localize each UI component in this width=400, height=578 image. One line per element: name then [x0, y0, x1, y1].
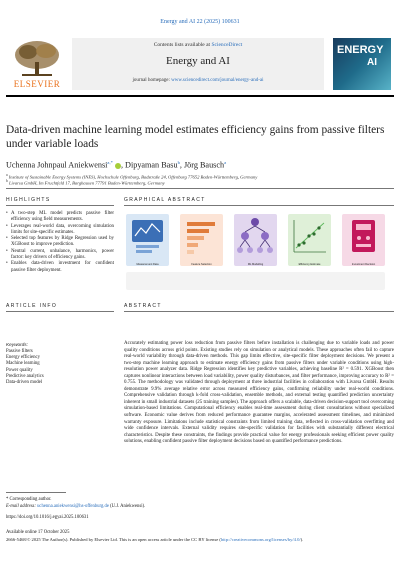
- abstract-heading: ABSTRACT: [124, 303, 162, 309]
- bar-ranking-icon: [180, 214, 223, 258]
- list-item: • Leverages real-world data, overcoming simulation limits for site-specific estimates.: [6, 224, 114, 237]
- ga-summary-strip: [126, 272, 385, 290]
- homepage-link[interactable]: www.sciencedirect.com/journal/energy-and-ai: [171, 78, 264, 83]
- article-info-heading: ARTICLE INFO: [6, 303, 58, 309]
- keywords-list: [6, 349, 44, 386]
- orcid-icon[interactable]: [115, 163, 121, 169]
- author-marks[interactable]: b: [177, 160, 180, 165]
- email-note: E-mail address: uchenna.aniekwensi@hs-offenburg.de (U.J. Aniekwensi).: [6, 504, 146, 509]
- scatter-icon: [288, 214, 331, 258]
- keyword: Energy efficiency: [6, 355, 41, 361]
- author-list: Uchenna Johnpaul Aniekwensi$^{a,*}$ , Dipyaman Basu$^b$, Jörg Bausch$^a$: [6, 160, 227, 170]
- affiliation: $^b$ Livarsa GmbH, Im Fruchtfeld 17, Barghausen 77791 Baden-Württemberg, Germany: [6, 179, 165, 186]
- graphical-abstract-heading: GRAPHICAL ABSTRACT: [124, 197, 206, 203]
- author-marks[interactable]: a: [224, 160, 227, 165]
- doi-link[interactable]: https://doi.org/10.1016/j.egyai.2025.100631: [6, 515, 89, 520]
- keyword: Passive filters: [6, 349, 33, 354]
- panel-caption: Feature Selection: [191, 263, 212, 266]
- panel-caption: ML Modelling: [247, 263, 264, 266]
- abstract-text: Accurately estimating power loss reduction from passive filters before installation is challenging due to variable loads and power quality conditions across grid points. Existing studies rely on simulation or analytical models. These approaches often fail to capture real-world variability through data-driven methods. This gap limits effective, site-specific filter deployment decisions. We present a two-step machine learning approach to estimate energy efficiency gains from passive filters under variable conditions using high-resolution power analyzer data. Ridge Regression identifies key predictive variables, achieving baseline R² = 0.591. XGBoost then captures nonlinear interactions between load variability, power quality disturbances, and filter performance, improving accuracy to R² = 0.755. The methodology was validated through deployment at three industrial facilities in collaboration with Livarsa GmbH. Results demonstrate 9.9% average relative error across measured efficiency gains, confirming reliability under real-world conditions. Comprehensive validation through k-fold cross-validation, ensemble methods, and external testing quantified prediction uncertainty inherent in small industrial datasets (25 training samples). The approach offers a scalable, data-driven decision-support tool overcoming simulation-based limitations. Computational efficiency enables real-time assessment during client consultations without specialized software. Economic value derives from reduced performance guarantee margins, accelerated assessment timelines, and minimized warranty exposure. Limitations include statistical constraints from limited training data, reflected in cross-validation overfitting and wide confidence intervals. External validity requires site-specific validation for facilities with substantially different electrical characteristics. Despite these constraints, the findings provide practical value for energy professionals seeking efficient power quality solutions, enabling confident passive filter deployment decisions based on quantified performance predictions.: [124, 341, 394, 445]
- tree-model-icon: [234, 214, 277, 258]
- keywords-label: Keywords:: [6, 342, 28, 347]
- author-rule: [6, 188, 394, 189]
- keyword: Power quality: [6, 367, 33, 373]
- ga-panel-estimate: [288, 214, 331, 266]
- article-info-rule: [6, 311, 114, 312]
- footnote-rule: [6, 492, 66, 493]
- keyword: Machine learning: [6, 361, 40, 367]
- author-marks[interactable]: a,*: [107, 160, 113, 165]
- author-name[interactable]: Jörg Bausch: [183, 160, 225, 170]
- header-rule: [6, 95, 394, 97]
- sciencedirect-link[interactable]: ScienceDirect: [211, 42, 243, 48]
- panel-caption: Efficiency Estimate: [298, 263, 321, 266]
- email-link[interactable]: uchenna.aniekwensi@hs-offenburg.de: [37, 504, 109, 509]
- meter-icon: [126, 214, 169, 258]
- article-title: Data-driven machine learning model estimates efficiency gains from passive filters under variable loads: [6, 124, 385, 150]
- publisher-name: ELSEVIER: [13, 79, 61, 89]
- keyword: Data-driven model: [6, 380, 43, 386]
- list-item: • Neutral current, unbalance, harmonics, power factor: key drivers of efficiency gains.: [6, 249, 114, 262]
- author-name[interactable]: Uchenna Johnpaul Aniekwensi: [6, 160, 108, 170]
- abstract-rule: [124, 311, 394, 312]
- ga-panel-features: [180, 214, 223, 266]
- highlights-list: [6, 211, 114, 274]
- elsevier-logo: [6, 38, 68, 88]
- panel-caption: Measurement Data: [136, 263, 159, 266]
- journal-cover: [333, 38, 391, 90]
- author-name[interactable]: Dipyaman Basu: [125, 160, 178, 170]
- keyword: Predictive analytics: [6, 373, 44, 379]
- journal-masthead: [72, 38, 324, 90]
- panel-caption: Investment Decision: [351, 263, 376, 266]
- list-item: • Enables data-driven investment for confident passive filter deployment.: [6, 261, 114, 274]
- ga-panel-decision: [342, 214, 385, 266]
- highlights-rule: [6, 205, 114, 206]
- graphical-abstract-figure: [124, 210, 394, 298]
- highlights-heading: HIGHLIGHTS: [6, 197, 51, 203]
- graphical-abstract-rule: [124, 205, 394, 206]
- cover-subtitle: AI: [367, 57, 377, 68]
- list-item: • Selected top features by Ridge Regression used by XGBoost to improve prediction.: [6, 236, 114, 249]
- running-head[interactable]: Energy and AI 22 (2025) 100631: [160, 19, 240, 25]
- license-line: 2666-5468/© 2025 The Author(s). Published by Elsevier Ltd. This is an open access article under the CC BY license (http://creativecommons.org/licenses/by/4.0/).: [6, 537, 304, 542]
- cover-title: ENERGY: [337, 44, 384, 56]
- available-online: Available online 17 October 2025: [6, 530, 70, 535]
- journal-title: Energy and AI: [166, 55, 230, 67]
- ga-panel-measurement: [126, 214, 169, 266]
- license-link[interactable]: http://creativecommons.org/licenses/by/4.0/: [220, 537, 301, 542]
- corresponding-author-note: * Corresponding author.: [6, 497, 52, 502]
- homepage-line: journal homepage: www.sciencedirect.com/journal/energy-and-ai: [132, 78, 264, 83]
- filter-device-icon: [342, 214, 385, 258]
- affiliation: $^a$ Institute of Sustainable Energy Systems (INES), Hochschule Offenburg, Badstraße 24, Offenburg 77652 Baden-Württemberg, Germany: [6, 173, 258, 180]
- list-item: • A two-step ML model predicts passive filter efficiency using field measurements.: [6, 211, 114, 224]
- contents-line: Contents lists available at ScienceDirect: [153, 42, 243, 48]
- ga-panel-model: [234, 214, 277, 266]
